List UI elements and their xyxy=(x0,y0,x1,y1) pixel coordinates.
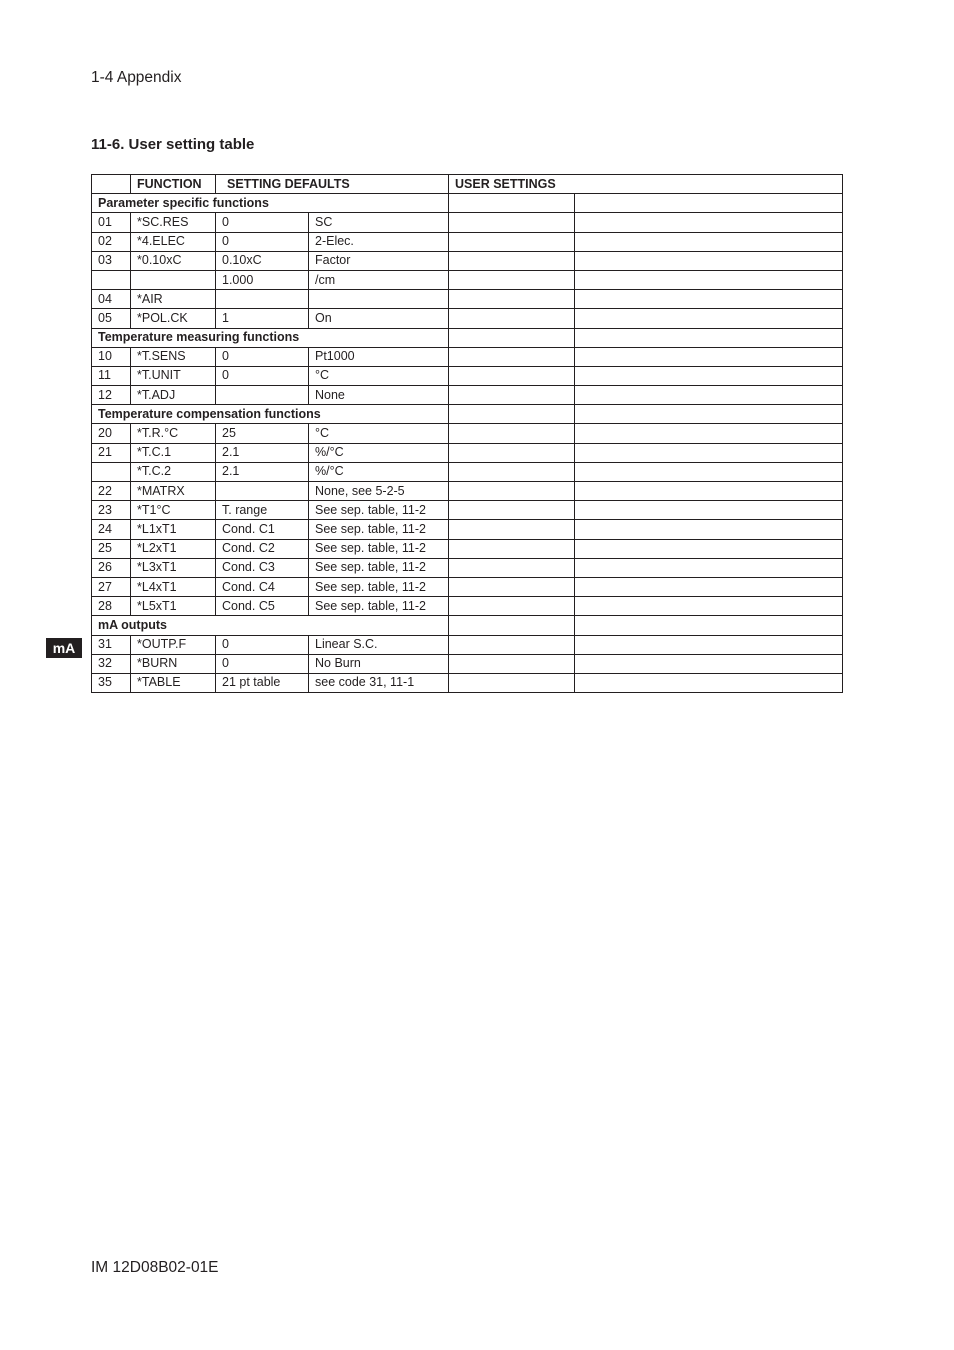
page-header: 1-4 Appendix xyxy=(91,69,182,86)
default-value-cell: 0.10xC xyxy=(216,251,309,270)
group-row xyxy=(92,194,843,213)
table-row xyxy=(92,309,843,328)
code-cell: 23 xyxy=(92,501,131,520)
user-setting-cell xyxy=(575,558,843,577)
default-unit-cell: Factor xyxy=(309,251,449,270)
function-cell xyxy=(131,270,216,289)
default-unit-cell: On xyxy=(309,309,449,328)
user-setting-cell xyxy=(449,577,575,596)
header-setting-defaults: SETTING DEFAULTS xyxy=(216,175,449,194)
default-value-cell xyxy=(216,482,309,501)
user-setting-cell xyxy=(575,366,843,385)
code-cell: 26 xyxy=(92,558,131,577)
user-setting-cell xyxy=(575,673,843,692)
table-row xyxy=(92,347,843,366)
table-row xyxy=(92,366,843,385)
table-row xyxy=(92,251,843,270)
default-value-cell: 0 xyxy=(216,635,309,654)
user-setting-cell xyxy=(575,232,843,251)
group-row xyxy=(92,328,843,347)
code-cell: 02 xyxy=(92,232,131,251)
group-title: Temperature compensation functions xyxy=(92,405,449,424)
function-cell: *T.SENS xyxy=(131,347,216,366)
code-cell: 28 xyxy=(92,597,131,616)
user-setting-cell xyxy=(449,673,575,692)
code-cell: 01 xyxy=(92,213,131,232)
table-row xyxy=(92,673,843,692)
table-row xyxy=(92,424,843,443)
function-cell: *L2xT1 xyxy=(131,539,216,558)
group-row xyxy=(92,405,843,424)
code-cell: 21 xyxy=(92,443,131,462)
user-setting-cell xyxy=(575,424,843,443)
table-row xyxy=(92,443,843,462)
code-cell xyxy=(92,270,131,289)
user-setting-cell xyxy=(575,616,843,635)
user-setting-cell xyxy=(449,501,575,520)
user-setting-cell xyxy=(575,635,843,654)
default-unit-cell: See sep. table, 11-2 xyxy=(309,558,449,577)
user-setting-cell xyxy=(449,443,575,462)
default-unit-cell: See sep. table, 11-2 xyxy=(309,501,449,520)
table-row xyxy=(92,482,843,501)
user-setting-cell xyxy=(575,443,843,462)
function-cell: *AIR xyxy=(131,290,216,309)
user-setting-cell xyxy=(449,386,575,405)
group-title: Parameter specific functions xyxy=(92,194,449,213)
function-cell: *SC.RES xyxy=(131,213,216,232)
default-unit-cell: None, see 5-2-5 xyxy=(309,482,449,501)
user-setting-cell xyxy=(449,597,575,616)
function-cell: *TABLE xyxy=(131,673,216,692)
user-setting-cell xyxy=(449,347,575,366)
user-setting-cell xyxy=(575,597,843,616)
default-value-cell: 25 xyxy=(216,424,309,443)
default-value-cell: T. range xyxy=(216,501,309,520)
user-setting-cell xyxy=(449,616,575,635)
default-value-cell: 0 xyxy=(216,366,309,385)
user-setting-cell xyxy=(449,366,575,385)
code-cell: 20 xyxy=(92,424,131,443)
default-unit-cell: SC xyxy=(309,213,449,232)
default-unit-cell: See sep. table, 11-2 xyxy=(309,577,449,596)
user-setting-cell xyxy=(575,482,843,501)
default-value-cell: Cond. C2 xyxy=(216,539,309,558)
header-function: FUNCTION xyxy=(131,175,216,194)
group-row xyxy=(92,616,843,635)
table-row xyxy=(92,270,843,289)
user-setting-table xyxy=(91,174,843,693)
function-cell: *L5xT1 xyxy=(131,597,216,616)
function-cell: *OUTP.F xyxy=(131,635,216,654)
function-cell: *L1xT1 xyxy=(131,520,216,539)
user-setting-cell xyxy=(449,251,575,270)
code-cell: 10 xyxy=(92,347,131,366)
table-row xyxy=(92,462,843,481)
table-row xyxy=(92,290,843,309)
section-title: 11-6. User setting table xyxy=(91,136,255,153)
user-setting-cell xyxy=(449,232,575,251)
code-cell: 22 xyxy=(92,482,131,501)
table-row xyxy=(92,501,843,520)
code-cell: 05 xyxy=(92,309,131,328)
default-unit-cell: Pt1000 xyxy=(309,347,449,366)
table-row xyxy=(92,213,843,232)
code-cell: 11 xyxy=(92,366,131,385)
table-row xyxy=(92,654,843,673)
table-row xyxy=(92,577,843,596)
side-tab-ma: mA xyxy=(46,638,82,658)
default-value-cell: 21 pt table xyxy=(216,673,309,692)
default-unit-cell: See sep. table, 11-2 xyxy=(309,539,449,558)
function-cell: *T1°C xyxy=(131,501,216,520)
user-setting-cell xyxy=(575,654,843,673)
function-cell: *MATRX xyxy=(131,482,216,501)
default-unit-cell: See sep. table, 11-2 xyxy=(309,520,449,539)
user-setting-cell xyxy=(575,386,843,405)
user-setting-cell xyxy=(575,290,843,309)
user-setting-cell xyxy=(575,462,843,481)
user-setting-cell xyxy=(575,194,843,213)
default-value-cell xyxy=(216,386,309,405)
user-setting-cell xyxy=(449,635,575,654)
user-setting-cell xyxy=(575,347,843,366)
user-setting-cell xyxy=(449,213,575,232)
function-cell: *T.R.°C xyxy=(131,424,216,443)
default-unit-cell: °C xyxy=(309,424,449,443)
default-value-cell: 2.1 xyxy=(216,462,309,481)
page-footer: IM 12D08B02-01E xyxy=(91,1259,219,1276)
code-cell: 12 xyxy=(92,386,131,405)
default-unit-cell: 2-Elec. xyxy=(309,232,449,251)
default-unit-cell: see code 31, 11-1 xyxy=(309,673,449,692)
function-cell: *L4xT1 xyxy=(131,577,216,596)
user-setting-cell xyxy=(449,482,575,501)
user-setting-cell xyxy=(449,424,575,443)
function-cell: *T.C.2 xyxy=(131,462,216,481)
default-value-cell: 0 xyxy=(216,654,309,673)
default-unit-cell: °C xyxy=(309,366,449,385)
user-setting-cell xyxy=(575,328,843,347)
table-row xyxy=(92,520,843,539)
default-value-cell: Cond. C5 xyxy=(216,597,309,616)
header-user-settings: USER SETTINGS xyxy=(449,175,843,194)
default-value-cell: 0 xyxy=(216,347,309,366)
table-row xyxy=(92,558,843,577)
default-value-cell: 1 xyxy=(216,309,309,328)
user-setting-cell xyxy=(449,270,575,289)
user-setting-cell xyxy=(449,328,575,347)
table-row xyxy=(92,539,843,558)
code-cell: 35 xyxy=(92,673,131,692)
default-unit-cell: Linear S.C. xyxy=(309,635,449,654)
user-setting-cell xyxy=(449,520,575,539)
default-unit-cell xyxy=(309,290,449,309)
group-title: mA outputs xyxy=(92,616,449,635)
header-code xyxy=(92,175,131,194)
table-row xyxy=(92,635,843,654)
default-unit-cell: /cm xyxy=(309,270,449,289)
code-cell xyxy=(92,462,131,481)
table-row xyxy=(92,597,843,616)
code-cell: 32 xyxy=(92,654,131,673)
user-setting-cell xyxy=(575,577,843,596)
code-cell: 24 xyxy=(92,520,131,539)
function-cell: *T.C.1 xyxy=(131,443,216,462)
default-unit-cell: None xyxy=(309,386,449,405)
table-header-row xyxy=(92,175,843,194)
default-unit-cell: %/°C xyxy=(309,443,449,462)
user-setting-cell xyxy=(575,251,843,270)
code-cell: 27 xyxy=(92,577,131,596)
user-setting-cell xyxy=(575,213,843,232)
default-unit-cell: No Burn xyxy=(309,654,449,673)
user-setting-cell xyxy=(449,539,575,558)
user-setting-cell xyxy=(449,309,575,328)
table-body xyxy=(92,194,843,693)
function-cell: *POL.CK xyxy=(131,309,216,328)
default-value-cell: 0 xyxy=(216,232,309,251)
default-value-cell: 1.000 xyxy=(216,270,309,289)
default-value-cell: 2.1 xyxy=(216,443,309,462)
user-setting-cell xyxy=(449,290,575,309)
code-cell: 04 xyxy=(92,290,131,309)
function-cell: *0.10xC xyxy=(131,251,216,270)
user-setting-cell xyxy=(449,405,575,424)
code-cell: 31 xyxy=(92,635,131,654)
function-cell: *BURN xyxy=(131,654,216,673)
user-setting-cell xyxy=(449,558,575,577)
user-setting-cell xyxy=(575,270,843,289)
default-unit-cell: %/°C xyxy=(309,462,449,481)
default-value-cell: Cond. C1 xyxy=(216,520,309,539)
function-cell: *L3xT1 xyxy=(131,558,216,577)
user-setting-cell xyxy=(449,462,575,481)
function-cell: *T.UNIT xyxy=(131,366,216,385)
function-cell: *T.ADJ xyxy=(131,386,216,405)
default-value-cell xyxy=(216,290,309,309)
default-value-cell: Cond. C4 xyxy=(216,577,309,596)
table-row xyxy=(92,232,843,251)
user-setting-cell xyxy=(449,194,575,213)
group-title: Temperature measuring functions xyxy=(92,328,449,347)
function-cell: *4.ELEC xyxy=(131,232,216,251)
user-setting-cell xyxy=(575,539,843,558)
code-cell: 03 xyxy=(92,251,131,270)
code-cell: 25 xyxy=(92,539,131,558)
default-value-cell: Cond. C3 xyxy=(216,558,309,577)
user-setting-cell xyxy=(449,654,575,673)
table-row xyxy=(92,386,843,405)
default-unit-cell: See sep. table, 11-2 xyxy=(309,597,449,616)
user-setting-cell xyxy=(575,405,843,424)
user-setting-cell xyxy=(575,501,843,520)
user-setting-cell xyxy=(575,520,843,539)
user-setting-cell xyxy=(575,309,843,328)
default-value-cell: 0 xyxy=(216,213,309,232)
